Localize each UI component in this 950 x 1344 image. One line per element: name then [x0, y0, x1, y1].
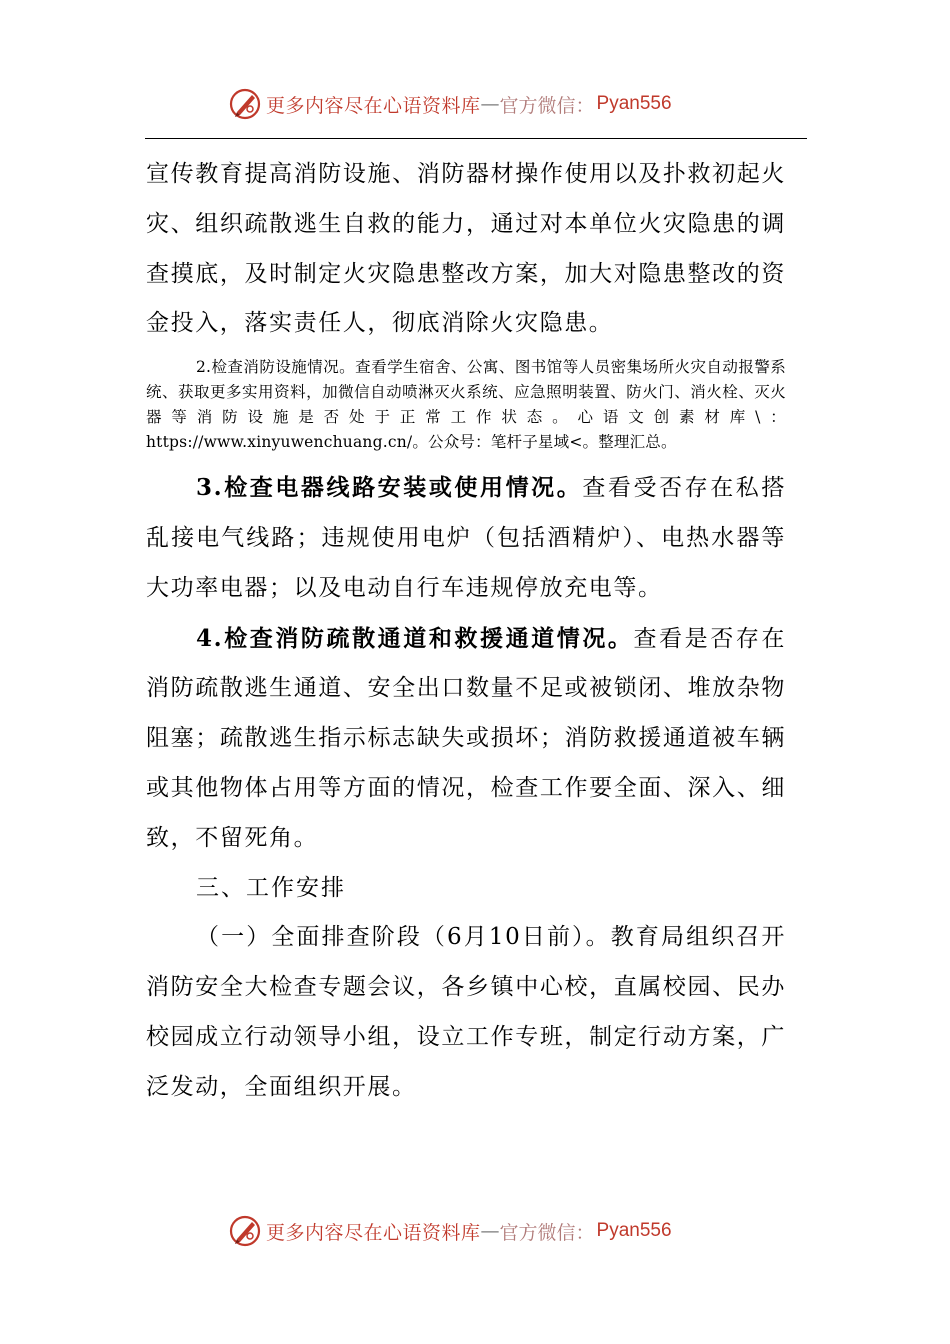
footer-banner — [228, 1211, 728, 1251]
paragraph-3 — [146, 463, 786, 613]
banner-dash: — — [480, 93, 500, 115]
paragraph-1: 宣传教育提高消防设施、消防器材操作使用以及扑救初起火灾、组织疏散逃生自救的能力，通过对本单位火灾隐患的调查摸底，及时制定火灾隐患整改方案，加大对隐患整改的资金投入，落实责任人，彻底消除火灾隐患。 — [146, 161, 786, 337]
paragraph-5: （一）全面排查阶段（6月10日前）。教育局组织召开消防安全大检查专题会议，各乡镇中心校，直属校园、民办校园成立行动领导小组，设立工作专班，制定行动方案，广泛发动，全面组织开展。 — [146, 924, 786, 1100]
paragraph-3-text: 查看受否存在私搭乱接电气线路；违规使用电炉（包括酒精炉）、电热水器等大功率电器；以及电动自行车违规停放充电等。 — [146, 475, 786, 601]
paragraph-4 — [146, 614, 786, 864]
section-heading-3: 三、工作安排 — [196, 874, 346, 901]
paragraph-4-lead: 4.检查消防疏散通道和救援通道情况。 — [196, 624, 634, 652]
pen-logo-icon — [228, 1214, 262, 1248]
banner-title: 更多内容尽在心语资料库 — [266, 94, 481, 117]
footer-banner-wechat-label: 官方微信： — [499, 1221, 595, 1244]
header-rule — [145, 138, 807, 139]
footer-banner-wechat-id: Pyan556 — [596, 1220, 672, 1241]
document-body — [146, 150, 786, 1113]
footer-banner-title: 更多内容尽在心语资料库 — [266, 1221, 481, 1244]
header-banner — [228, 84, 728, 124]
paragraph-2-small: 2.检查消防设施情况。查看学生宿舍、公寓、图书馆等人员密集场所火灾自动报警系统、获取更多实用资料，加微信自动喷淋灭火系统、应急照明装置、防火门、消火栓、灭火器等消防设施是否处于正常工作状态。心语文创素材库\：https://www.xinyuwenchuang.cn/。公众号：笔杆子星域<。整理汇总。 — [146, 358, 786, 452]
footer-banner-dash: — — [480, 1220, 500, 1242]
paragraph-3-lead: 3.检查电器线路安装或使用情况。 — [196, 474, 583, 502]
banner-wechat-id: Pyan556 — [596, 93, 672, 114]
banner-wechat-label: 官方微信： — [499, 94, 595, 117]
pen-logo-icon — [228, 87, 262, 121]
paragraph-4-text: 查看是否存在消防疏散逃生通道、安全出口数量不足或被锁闭、堆放杂物阻塞；疏散逃生指示标志缺失或损坏；消防救援通道被车辆或其他物体占用等方面的情况，检查工作要全面、深入、细致，不留死角。 — [146, 625, 787, 851]
